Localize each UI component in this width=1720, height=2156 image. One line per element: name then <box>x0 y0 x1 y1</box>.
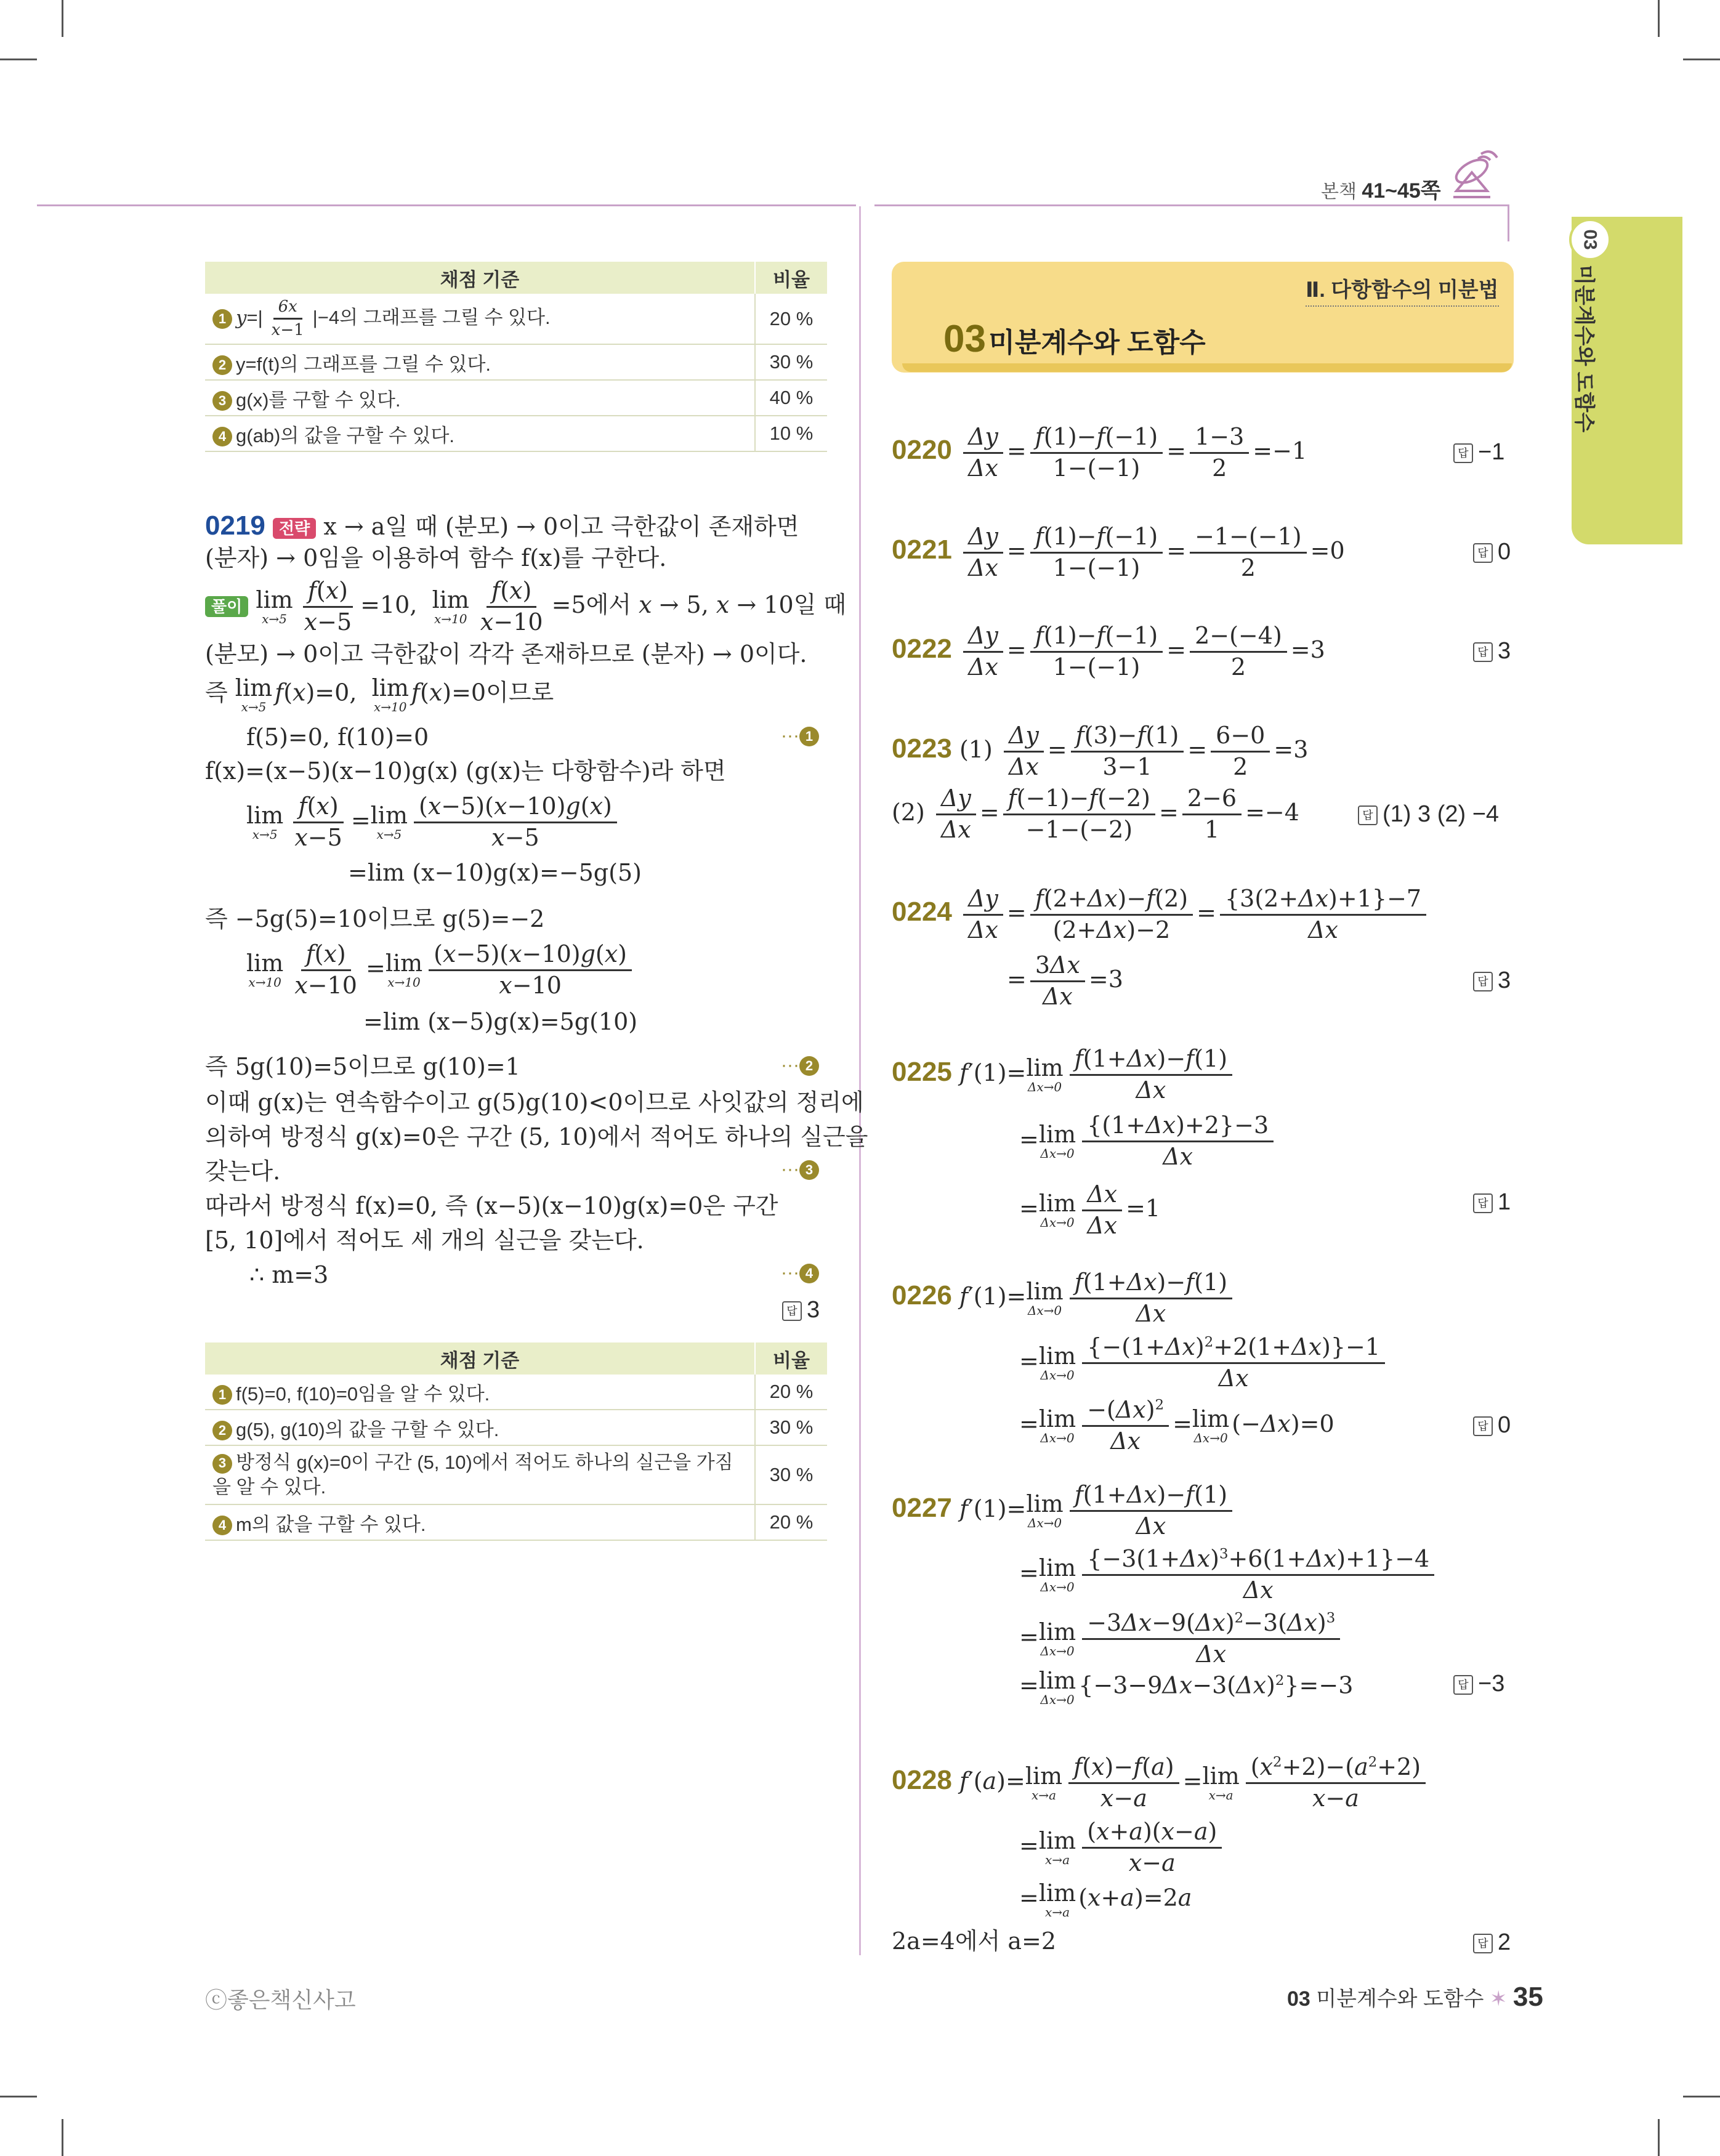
answer-0228: 답 2 <box>1473 1929 1511 1957</box>
satellite-icon <box>1444 148 1500 206</box>
page-reference: 본책 41~45쪽 <box>1321 179 1441 203</box>
solution-line: lim x→10 $\frac{f(x)}{x-10}$ =lim x→10 $\frac{(x-5)(x-10)g(x)}{x-10}$ <box>246 942 636 998</box>
solution-line: [5, 10]에서 적어도 세 개의 실근을 갖는다. <box>205 1227 644 1254</box>
step-marker-3: ··· 3 <box>781 1159 823 1180</box>
problem-0221: 0221 $\frac{\Delta y}{\Delta x}$ = $\frac{f(1)-f(-1)}{1-(-1)}$ = $\frac{-1-(-1)}{2}$ =0 <box>892 523 1345 581</box>
problem-0227-4: =lim Δx→0 $\{-3-9\Delta x-3(\Delta x)^2\}=-3$ <box>1019 1667 1354 1707</box>
problem-0225: 0225 f′(1)=lim Δx→0 $\frac{f(1+\Delta x)-f(1)}{\Delta x}$ <box>892 1047 1236 1103</box>
table-row: 3 g(x)를 구할 수 있다. 40 % <box>205 380 827 416</box>
crop-mark <box>0 59 37 60</box>
crop-mark <box>62 0 63 37</box>
problem-0227-2: =lim Δx→0 $\frac{\{-3(1+\Delta x)^3+6(1+\Delta x)+1\}-4}{\Delta x}$ <box>1019 1547 1438 1603</box>
strategy-text: (분자) → 0임을 이용하여 함수 f(x)를 구한다. <box>205 544 667 571</box>
table-row: 1 f(5)=0, f(10)=0임을 알 수 있다. 20 % <box>205 1375 827 1410</box>
chapter-title: Ⅱ. 다항함수의 미분법 <box>1306 273 1499 307</box>
problem-0226-3: =lim Δx→0 $\frac{-(\Delta x)^2}{\Delta x}$ =lim Δx→0 (−Δx)=0 <box>1019 1396 1334 1455</box>
solution-line: 즉 −5g(5)=10이므로 g(5)=−2 <box>205 905 545 932</box>
table-row: 4 m의 값을 구할 수 있다. 20 % <box>205 1504 827 1540</box>
side-tab-badge: 03 <box>1569 219 1611 260</box>
solution-line: f(5)=0, f(10)=0 <box>246 724 429 751</box>
problem-0227: 0227 f′(1)=lim Δx→0 $\frac{f(1+\Delta x)-f(1)}{\Delta x}$ <box>892 1483 1236 1539</box>
solution-line: ∴ m=3 <box>249 1261 329 1288</box>
step-marker-2: ··· 2 <box>781 1055 823 1076</box>
step-marker-1: ··· 1 <box>781 725 823 746</box>
answer-0223: 답 (1) 3 (2) −4 <box>1358 801 1499 829</box>
solution-line: lim x→5 $\frac{f(x)}{x-5}$ =lim x→5 $\frac{(x-5)(x-10)g(x)}{x-5}$ <box>246 794 621 850</box>
answer-0227: 답 −3 <box>1453 1670 1504 1698</box>
problem-0219-strategy: 0219 전략 x → a일 때 (분모) → 0이고 극한값이 존재하면 <box>205 511 799 541</box>
solution-line: 갖는다. <box>205 1158 281 1185</box>
table-row: 2 y=f(t)의 그래프를 그릴 수 있다. 30 % <box>205 344 827 380</box>
scoring-table-1 <box>205 262 827 452</box>
table-row: 1 y=| $\frac{6x}{x-1}$ |−4의 그래프를 그릴 수 있다. 20 % <box>205 294 827 344</box>
answer-0219: 답 3 <box>782 1296 820 1325</box>
side-tab-title: 미분계수와 도함수 <box>1572 265 1596 433</box>
publisher-credit: ⓒ좋은책신사고 <box>205 1987 356 2013</box>
step-marker-4: ··· 4 <box>781 1262 823 1283</box>
problem-0228-2: =lim x→a $\frac{(x+a)(x-a)}{x-a}$ <box>1019 1820 1225 1876</box>
solution-line: 2a=4에서 a=2 <box>892 1928 1057 1955</box>
header-rule-left <box>37 204 856 206</box>
crop-mark <box>0 2096 37 2097</box>
header-rule-right <box>874 204 1509 206</box>
solution-line: (분모) → 0이고 극한값이 각각 존재하므로 (분자) → 0이다. <box>205 640 807 668</box>
section-banner-shadow <box>902 363 1512 372</box>
solution-line-1: 풀이 lim x→5 $\frac{f(x)}{x-5}$ =10, lim x→10 $\frac{f(x)}{x-10}$ =5에서 x → 5, x → 10일 때 <box>205 579 846 635</box>
header-rule-end <box>1508 204 1509 241</box>
problem-0227-3: =lim Δx→0 $\frac{-3\Delta x-9(\Delta x)^2-3(\Delta x)^3}{\Delta x}$ <box>1019 1611 1344 1667</box>
problem-0224-2: = $\frac{3\Delta x}{\Delta x}$ =3 <box>1007 951 1123 1010</box>
answer-0226: 답 0 <box>1473 1411 1511 1440</box>
problem-0226: 0226 f′(1)=lim Δx→0 $\frac{f(1+\Delta x)-f(1)}{\Delta x}$ <box>892 1270 1236 1326</box>
answer-0225: 답 1 <box>1473 1189 1511 1217</box>
page-footer: 03 미분계수와 도함수 ✶ 35 <box>1287 1982 1543 2012</box>
solution-line: 의하여 방정식 g(x)=0은 구간 (5, 10)에서 적어도 하나의 실근을 <box>205 1123 868 1150</box>
section-heading: 03 미분계수와 도함수 <box>943 318 1206 360</box>
solution-line: =lim (x−10)g(x)=−5g(5) <box>348 859 642 886</box>
crop-mark <box>1683 59 1720 60</box>
problem-0224: 0224 $\frac{\Delta y}{\Delta x}$ = $\frac{f(2+\Delta x)-f(2)}{(2+\Delta x)-2}$ = $\frac{\{3(2+\Delta x)+1\}-7}{\Delta x}$ <box>892 887 1430 943</box>
table-header: 채점 기준 <box>205 1342 755 1375</box>
solution-line: 즉 lim x→5 f(x)=0, lim x→10 f(x)=0이므로 <box>205 674 554 714</box>
answer-0221: 답 0 <box>1473 538 1511 567</box>
answer-0220: 답 −1 <box>1453 438 1504 467</box>
crop-mark <box>62 2119 63 2156</box>
solution-line: f(x)=(x−5)(x−10)g(x) (g(x)는 다항함수)라 하면 <box>205 757 726 785</box>
page-number: 35 <box>1512 1982 1543 2012</box>
solution-line: 따라서 방정식 f(x)=0, 즉 (x−5)(x−10)g(x)=0은 구간 <box>205 1192 778 1219</box>
problem-0223: 0223 (1) $\frac{\Delta y}{\Delta x}$ = $\frac{f(3)-f(1)}{3-1}$ = $\frac{6-0}{2}$ =3 <box>892 722 1309 780</box>
crop-mark <box>1683 2096 1720 2097</box>
problem-0228: 0228 f′(a)=lim x→a $\frac{f(x)-f(a)}{x-a}$ =lim x→a $\frac{(x^2+2)-(a^2+2)}{x-a}$ <box>892 1755 1429 1811</box>
crop-mark <box>1658 2119 1660 2156</box>
problem-0225-2: =lim Δx→0 $\frac{\{(1+\Delta x)+2\}-3}{\Delta x}$ <box>1019 1113 1277 1169</box>
problem-0226-2: =lim Δx→0 $\frac{\{-(1+\Delta x)^2+2(1+\Delta x)\}-1}{\Delta x}$ <box>1019 1335 1389 1391</box>
problem-0220: 0220 $\frac{\Delta y}{\Delta x}$ = $\frac{f(1)-f(-1)}{1-(-1)}$ = $\frac{1-3}{2}$ =−1 <box>892 423 1307 482</box>
table-header: 비율 <box>755 1342 827 1375</box>
answer-0222: 답 3 <box>1473 637 1511 666</box>
problem-0228-3: =lim x→a (x+a)=2a <box>1019 1879 1192 1920</box>
problem-0225-3: =lim Δx→0 $\frac{\Delta x}{\Delta x}$ =1 <box>1019 1181 1161 1239</box>
table-row: 3 방정식 g(x)=0이 구간 (5, 10)에서 적어도 하나의 실근을 가짐을 알 수 있다. 30 % <box>205 1445 827 1504</box>
solution-line: 즉 5g(10)=5이므로 g(10)=1 <box>205 1053 520 1080</box>
table-header: 비율 <box>755 262 827 294</box>
solution-line: 이때 g(x)는 연속함수이고 g(5)g(10)<0이므로 사잇값의 정리에 <box>205 1089 864 1116</box>
scoring-table-2 <box>205 1342 827 1541</box>
table-row: 4 g(ab)의 값을 구할 수 있다. 10 % <box>205 416 827 451</box>
table-header: 채점 기준 <box>205 262 755 294</box>
column-divider <box>859 206 861 1955</box>
answer-0224: 답 3 <box>1473 967 1511 995</box>
table-row: 2 g(5), g(10)의 값을 구할 수 있다. 30 % <box>205 1410 827 1445</box>
problem-0222: 0222 $\frac{\Delta y}{\Delta x}$ = $\frac{f(1)-f(-1)}{1-(-1)}$ = $\frac{2-(-4)}{2}$ =3 <box>892 622 1325 680</box>
problem-0223-2: (2) $\frac{\Delta y}{\Delta x}$ = $\frac{f(-1)-f(-2)}{-1-(-2)}$ = $\frac{2-6}{1}$ =−4 <box>892 785 1299 843</box>
crop-mark <box>1658 0 1660 37</box>
solution-line: =lim (x−5)g(x)=5g(10) <box>363 1008 638 1035</box>
